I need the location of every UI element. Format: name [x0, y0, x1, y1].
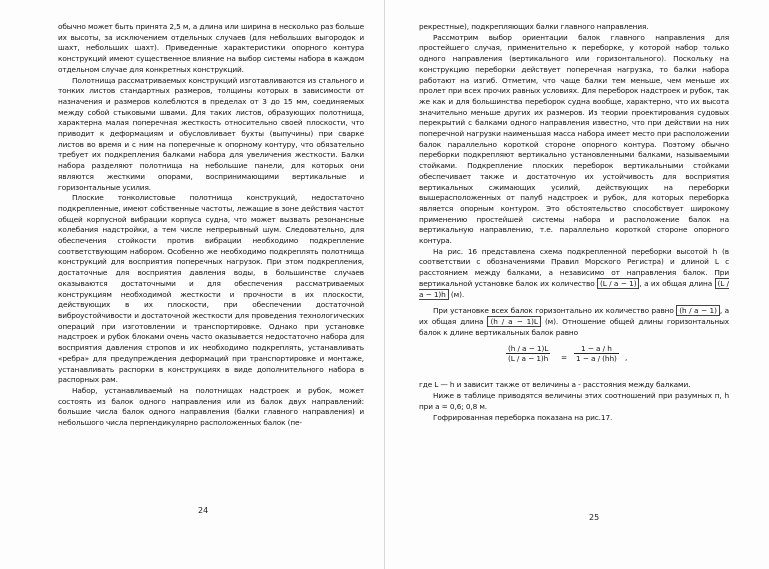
formula-count-horizontal: (h / a − 1)	[676, 305, 720, 316]
formula-length-vertical: (L / a − 1)h	[419, 278, 730, 299]
book-gutter	[384, 0, 385, 569]
right-page-number: 25	[589, 513, 600, 522]
left-paragraph: Полотнища рассматриваемых конструкций изготавливаются из стального и тонких листов стандартных размеров, толщины которых в зависимости от назначения и размеров колеблются в пределах от 3 до 15 мм, соединяемых между собой стыковыми швами. Для таких листов, образующих полотнища, характерна малая поперечная жесткость относительно своей плоскости, что приводит к деформациям и обусловливает бухты (выпучины) при сварке листов во время и с ним на поперечные к опорному контуру, что обязательно требует их подкрепления балками набора для увеличения жесткости. Балки набора разделяют полотнища на небольшие панели, для которых они являются жесткими опорами, воспринимающими вертикальные и горизонтальные усилия.	[58, 75, 364, 192]
paragraph-text: , а их общая длина	[419, 306, 730, 326]
left-page	[58, 22, 364, 429]
ratio-numerator: (h / a − 1)L	[508, 344, 549, 354]
paragraph-text: (м).	[450, 289, 465, 299]
right-paragraph: Ниже в таблице приводятся величины этих соотношений при разумных п, h при a = 0,6; 0,8 м.	[419, 391, 729, 411]
right-paragraph	[419, 306, 729, 338]
ratio-rhs-denominator: 1 − a / (hh)	[576, 354, 617, 364]
paragraph-text: , а их общая длина	[639, 278, 713, 288]
ratio-rhs-numerator: 1 − a / h	[574, 344, 619, 354]
equals-sign: =	[561, 353, 568, 363]
paragraph-text: (м). Отношение общей длины горизонтальных балок к длине вертикальных балок равно	[419, 316, 729, 337]
formula-length-horizontal: (h / a − 1)L	[487, 316, 540, 327]
left-paragraph: Набор, устанавливаемый на полотнищах надстроек и рубок, может состоять из балок одного направления или из балок двух направлений: большие числа балок одного направления (балки главного направления) и небольшого числа перпендикулярно расположенных балок (пе-	[58, 385, 364, 428]
ratio-fraction-lhs	[506, 344, 550, 363]
left-paragraph: обычно может быть принята 2,5 м, а длина или ширина в несколько раз больше их высоты, за исключением отдельных случаев (для небольших выгородок и шахт, небольших шахт). Приведенные характеристики опорного контура конструкций имеют существенное влияние на выбор системы набора в каждом отдельном случае для конкретных конструкций.	[58, 22, 364, 74]
paragraph-text: На рис. 16 представлена схема подкрепленной переборки высотой h (в соответствии с обозначениями Правил Морского Регистра) и длиной L с расстоянием между балками, а независимо от направления балок. При вертикальной установке балок их количество	[419, 246, 729, 288]
left-paragraph: Плоские тонколистовые полотнища конструкций, недостаточно подкрепленные, имеют собственные частоты, лежащие в зоне действия частот общей корпусной вибрации корпуса судна, что может вызвать резонансные колебания надстройки, а тем числе непрерывный шум. Следовательно, для обеспечения стойкости против вибрации необходимо подкрепление соответствующим набором. Особенно же необходимо подкреплять полотнища конструкций для восприятия поперечных нагрузок. При этом подкрепления, достаточные для восприятия давления воды, в большинстве случаев оказываются достаточными и для обеспечения рассматриваемых конструкциям необходимой жесткости и прочности в их плоскости, действующих в их плоскости, при обеспечении достаточной виброустойчивости и достаточной жесткости для проведения технологических операций при изготовлении и транспортировке. Однако при установке надстроек и рубок блоками очень часто оказывается недостаточно набора для восприятия давления стропов и их необходимо подкреплять, устанавливать «ребра» для предупреждения деформаций при транспортировке и монтаже, устанавливать распорки в конструкциях в виде дополнительного набора в распорных рам.	[58, 193, 364, 385]
ratio-formula	[503, 344, 729, 374]
left-page-number: 24	[198, 506, 209, 515]
right-paragraph: рекрестные), подкрепляющих балки главного направления.	[419, 22, 649, 31]
right-page	[419, 22, 729, 423]
right-paragraph: Гофрированная переборка показана на рис.17.	[433, 412, 613, 422]
right-paragraph: где L — h и зависит также от величины a - расстояния между балками.	[419, 380, 691, 390]
ratio-fraction-rhs	[574, 344, 619, 363]
right-paragraph	[419, 247, 729, 301]
formula-count-vertical: (L / a − 1)	[597, 278, 639, 289]
ratio-denominator: (L / a − 1)h	[508, 354, 549, 364]
ratio-tail: ,	[625, 353, 628, 363]
paragraph-text: При установке всех балок горизонтально их количество равно	[433, 306, 674, 316]
right-paragraph: Рассмотрим выбор ориентации балок главного направления для простейшего случая, применительно к переборке, у которой набор только одного направления (вертикального или горизонтального). Поскольку на конструкцию переборки действует поперечная нагрузка, то балки набора работают на изгиб. Отметим, что чаще балки тем меньше, чем меньше их пролет при всех прочих равных условиях. Для переборок надстроек и рубок, так же как и для большинства переборок судна вообще, характерно, что их высота значительно меньше других их размеров. Из теории проектирования судовых перекрытий с балками одного направления известно, что при действии на них поперечной нагрузки наименьшая масса набора имеет место при расположении балок параллельно короткой стороне опорного контура. Поэтому обычно переборки подкрепляют вертикально установленными балками, называемыми стойками. Подкрепление плоских переборок вертикальными стойками обеспечивает также и достаточную их устойчивость для восприятия вертикальных сжимающих усилий, действующих на переборки вышерасположенных от палуб надстроек и рубок, для которых переборка является опорным контуром. Это обстоятельство способствует широкому применению простейшей системы набора и расположение балок на вертикальную направлению, т.е. параллельно короткой стороне опорного контура.	[419, 32, 729, 246]
